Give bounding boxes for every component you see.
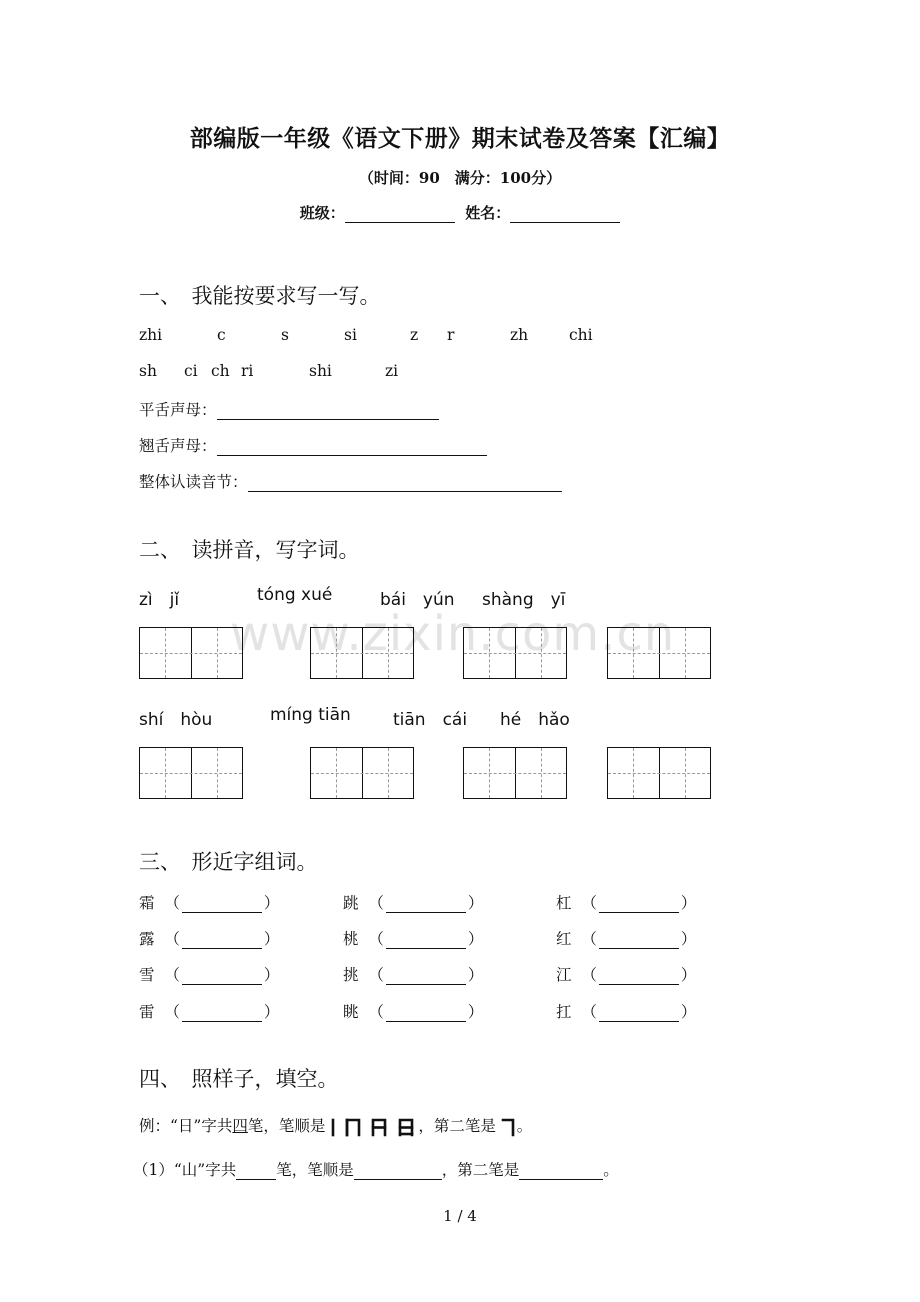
syllable: zh (510, 326, 529, 344)
answer-blank[interactable] (386, 898, 466, 913)
char: 雷 (139, 1003, 155, 1021)
curled-tongue-field (139, 434, 487, 456)
answer-blank[interactable] (236, 1163, 276, 1180)
answer-blank[interactable] (182, 1007, 262, 1022)
page-title: 部编版一年级《语文下册》期末试卷及答案【汇编】 (189, 125, 731, 152)
syllable: si (344, 326, 357, 344)
writing-grid[interactable] (463, 627, 567, 679)
pinyin-label: míng tiān (270, 705, 351, 725)
class-name-line (0, 202, 920, 223)
char: 雪 (139, 966, 155, 984)
syllable: r (447, 326, 455, 344)
syllable: chi (569, 326, 593, 344)
syllable: ch (211, 362, 230, 380)
char: 杠 (556, 894, 572, 912)
syllable: c (217, 326, 226, 344)
syllable: zhi (139, 326, 163, 344)
flat-tongue-field (139, 398, 439, 420)
syllable: ci (184, 362, 198, 380)
section2-heading: 二、 读拼音，写字词。 (139, 538, 360, 562)
pinyin-label: shí hòu (139, 710, 213, 730)
answer-blank[interactable] (599, 898, 679, 913)
writing-grid[interactable] (607, 627, 711, 679)
field-label: 整体认读音节： (139, 473, 248, 491)
char: 露 (139, 930, 155, 948)
answer-blank[interactable] (386, 934, 466, 949)
answer-blank[interactable] (182, 898, 262, 913)
answer-blank[interactable] (182, 934, 262, 949)
writing-grid[interactable] (310, 747, 414, 799)
answer-blank[interactable] (354, 1163, 442, 1180)
syllable: sh (139, 362, 157, 380)
pinyin-label: bái yún (380, 590, 455, 610)
section3-heading: 三、 形近字组词。 (139, 850, 318, 874)
answer-blank[interactable] (599, 934, 679, 949)
writing-grid[interactable] (607, 747, 711, 799)
pinyin-label: tiān cái (393, 710, 468, 730)
syllable: zi (385, 362, 399, 380)
stroke-order-icon (330, 1116, 418, 1138)
class-blank[interactable] (345, 206, 455, 223)
field-label: 平舌声母： (139, 401, 217, 419)
writing-grid[interactable] (139, 747, 243, 799)
pinyin-label: tóng xué (257, 585, 333, 605)
hengzhe-stroke-icon (501, 1116, 517, 1138)
answer-blank[interactable] (386, 1007, 466, 1022)
answer-blank[interactable] (248, 475, 562, 492)
answer-blank[interactable] (217, 439, 487, 456)
question-1: （1）“山”字共 笔，笔顺是 ，第二笔是 。 (133, 1161, 619, 1179)
name-label: 姓名： (465, 204, 511, 222)
char: 红 (556, 930, 572, 948)
syllable: z (410, 326, 419, 344)
writing-grid[interactable] (139, 627, 243, 679)
answer-blank[interactable] (599, 1007, 679, 1022)
writing-grid[interactable] (310, 627, 414, 679)
pinyin-label: zì jǐ (139, 590, 180, 610)
syllable: shi (309, 362, 332, 380)
char: 扛 (556, 1003, 572, 1021)
exam-subtitle: （时间：90 满分：100分） (358, 169, 562, 187)
whole-syllable-field (139, 470, 562, 492)
answer-blank[interactable] (182, 970, 262, 985)
name-blank[interactable] (510, 206, 620, 223)
answer-blank[interactable] (217, 403, 439, 420)
pinyin-label: hé hǎo (500, 710, 570, 730)
watermark: www.zixin.com.cn (230, 606, 676, 662)
char: 江 (556, 966, 572, 984)
syllable: ri (241, 362, 254, 380)
example-count: 四 (232, 1117, 248, 1135)
field-label: 翘舌声母： (139, 437, 217, 455)
char: 挑 (343, 966, 359, 984)
answer-blank[interactable] (599, 970, 679, 985)
char: 跳 (343, 894, 359, 912)
answer-blank[interactable] (386, 970, 466, 985)
writing-grid[interactable] (463, 747, 567, 799)
syllable: s (281, 326, 289, 344)
answer-blank[interactable] (519, 1163, 603, 1180)
section4-heading: 四、 照样子，填空。 (139, 1067, 339, 1091)
example-line: 例：“日”字共四笔，笔顺是 ，第二笔是 。 (139, 1114, 532, 1138)
pinyin-label: shàng yī (482, 590, 566, 610)
page-number: 1 / 4 (443, 1207, 477, 1225)
class-label: 班级： (299, 204, 345, 222)
char: 眺 (343, 1003, 359, 1021)
char: 霜 (139, 894, 155, 912)
char: 桃 (343, 930, 359, 948)
section1-heading: 一、 我能按要求写一写。 (139, 284, 381, 308)
